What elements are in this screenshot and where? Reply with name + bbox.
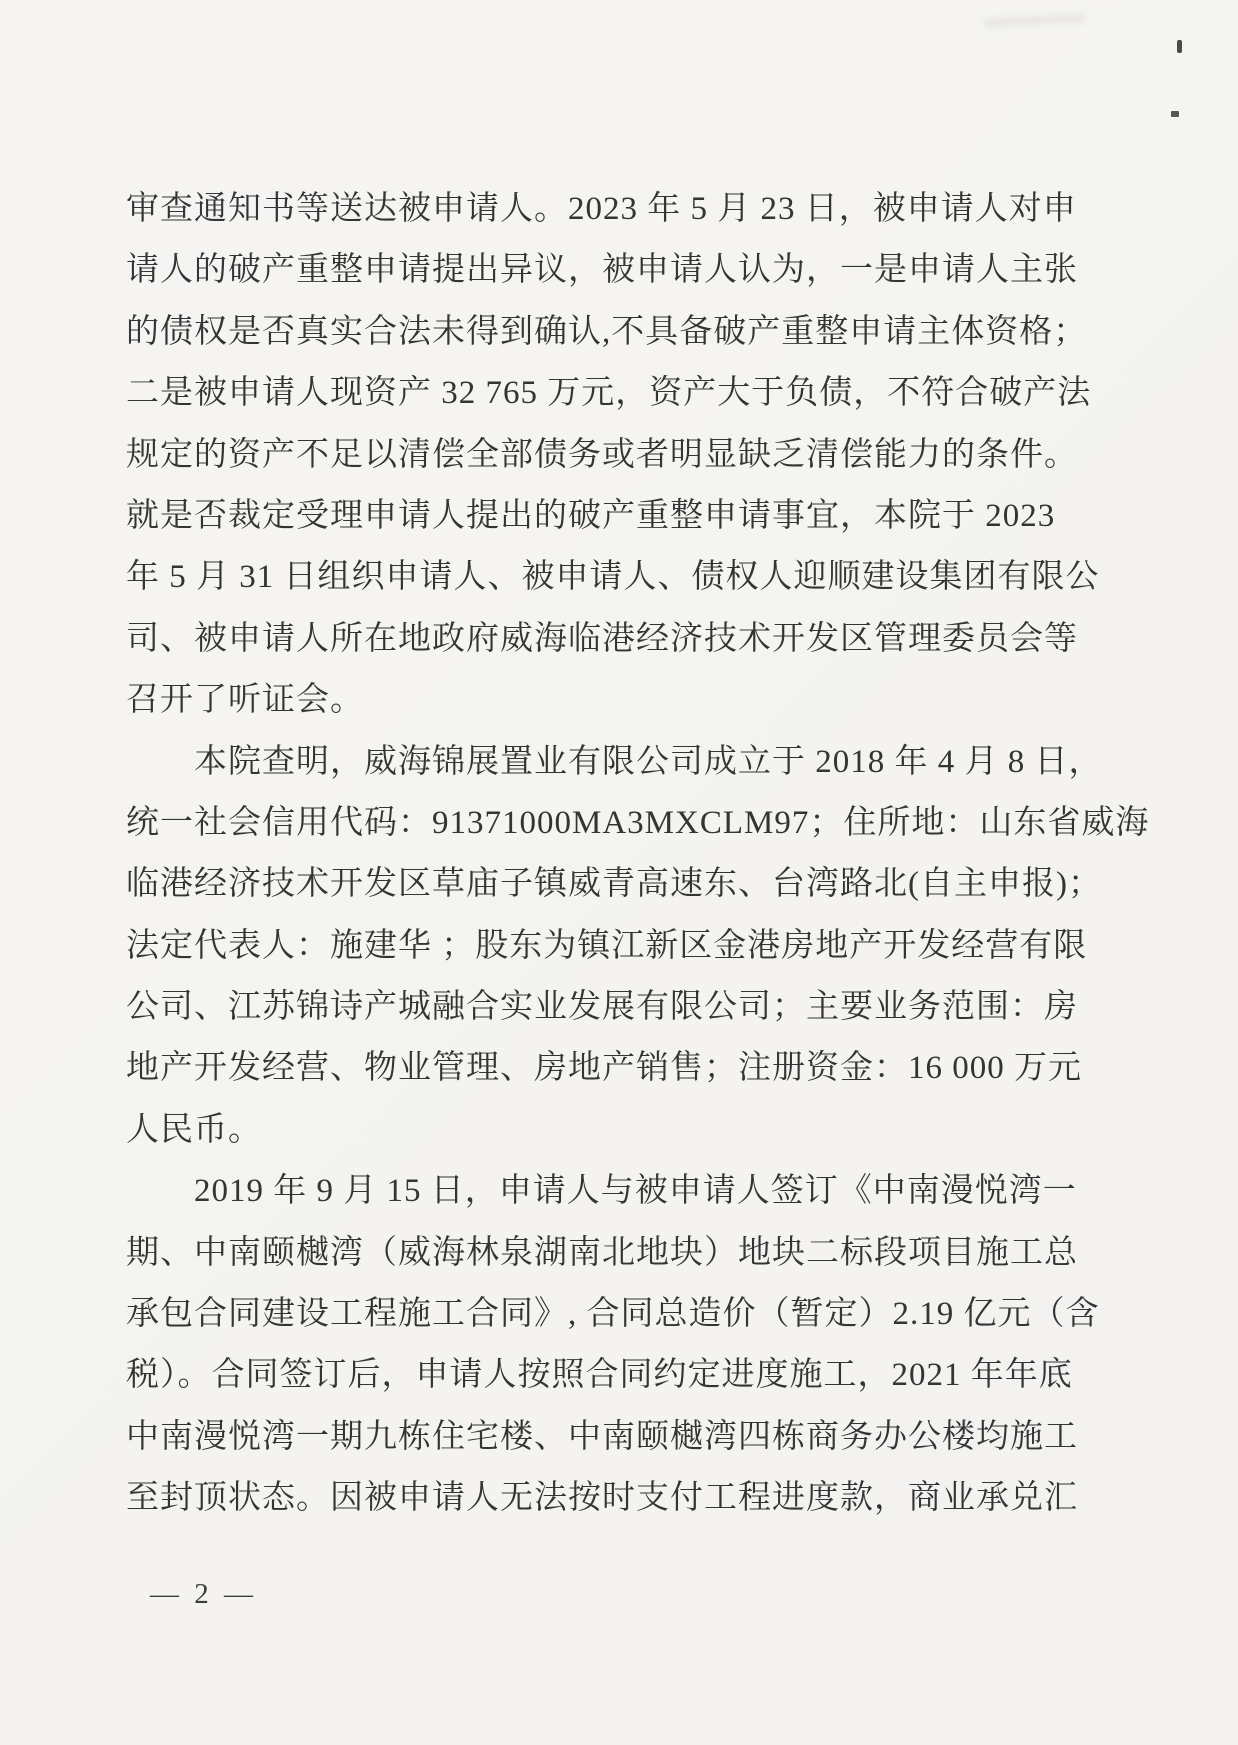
document-line: 承包合同建设工程施工合同》, 合同总造价（暂定）2.19 亿元（含 bbox=[126, 1296, 1100, 1333]
page-number: — 2 — bbox=[150, 1578, 257, 1610]
document-line: 审查通知书等送达被申请人。2023 年 5 月 23 日，被申请人对申 bbox=[126, 191, 1077, 227]
scan-speck-artifact bbox=[1177, 40, 1182, 53]
document-line: 的债权是否真实合法未得到确认,不具备破产重整申请主体资格； bbox=[126, 313, 1088, 350]
document-line: 税）。合同签订后，申请人按照合同约定进度施工，2021 年年底 bbox=[126, 1357, 1073, 1394]
document-line: 司、被申请人所在地政府威海临港经济技术开发区管理委员会等 bbox=[126, 620, 1078, 657]
document-line: 临港经济技术开发区草庙子镇威青高速东、台湾路北(自主申报)； bbox=[126, 866, 1102, 903]
document-line-paragraph-start: 2019 年 9 月 15 日，申请人与被申请人签订《中南漫悦湾一 bbox=[194, 1173, 1077, 1210]
document-line: 期、中南颐樾湾（威海林泉湖南北地块）地块二标段项目施工总 bbox=[126, 1234, 1078, 1271]
document-line-paragraph-start: 本院查明，威海锦展置业有限公司成立于 2018 年 4 月 8 日， bbox=[194, 743, 1103, 780]
document-line: 统一社会信用代码：91371000MA3MXCLM97；住所地：山东省威海 bbox=[126, 804, 1150, 841]
document-line: 年 5 月 31 日组织申请人、被申请人、债权人迎顺建设集团有限公 bbox=[126, 559, 1100, 596]
document-line: 法定代表人：施建华 ；股东为镇江新区金港房地产开发经营有限 bbox=[126, 927, 1088, 964]
scan-smudge-artifact bbox=[985, 13, 1085, 27]
scan-speck-artifact bbox=[1171, 111, 1179, 117]
document-line: 就是否裁定受理申请人提出的破产重整申请事宜，本院于 2023 bbox=[126, 497, 1056, 534]
document-line: 公司、江苏锦诗产城融合实业发展有限公司；主要业务范围：房 bbox=[126, 989, 1078, 1026]
document-line: 二是被申请人现资产 32 765 万元，资产大于负债，不符合破产法 bbox=[126, 375, 1092, 412]
document-line: 人民币。 bbox=[126, 1111, 262, 1148]
document-line: 请人的破产重整申请提出异议，被申请人认为，一是申请人主张 bbox=[126, 252, 1078, 289]
document-line: 中南漫悦湾一期九栋住宅楼、中南颐樾湾四栋商务办公楼均施工 bbox=[126, 1418, 1078, 1455]
document-line: 规定的资产不足以清偿全部债务或者明显缺乏清偿能力的条件。 bbox=[126, 436, 1078, 473]
document-line: 召开了听证会。 bbox=[126, 682, 364, 719]
document-line: 地产开发经营、物业管理、房地产销售；注册资金：16 000 万元 bbox=[126, 1050, 1082, 1087]
document-line: 至封顶状态。因被申请人无法按时支付工程进度款，商业承兑汇 bbox=[126, 1480, 1078, 1517]
document-body-text bbox=[126, 179, 1150, 1530]
